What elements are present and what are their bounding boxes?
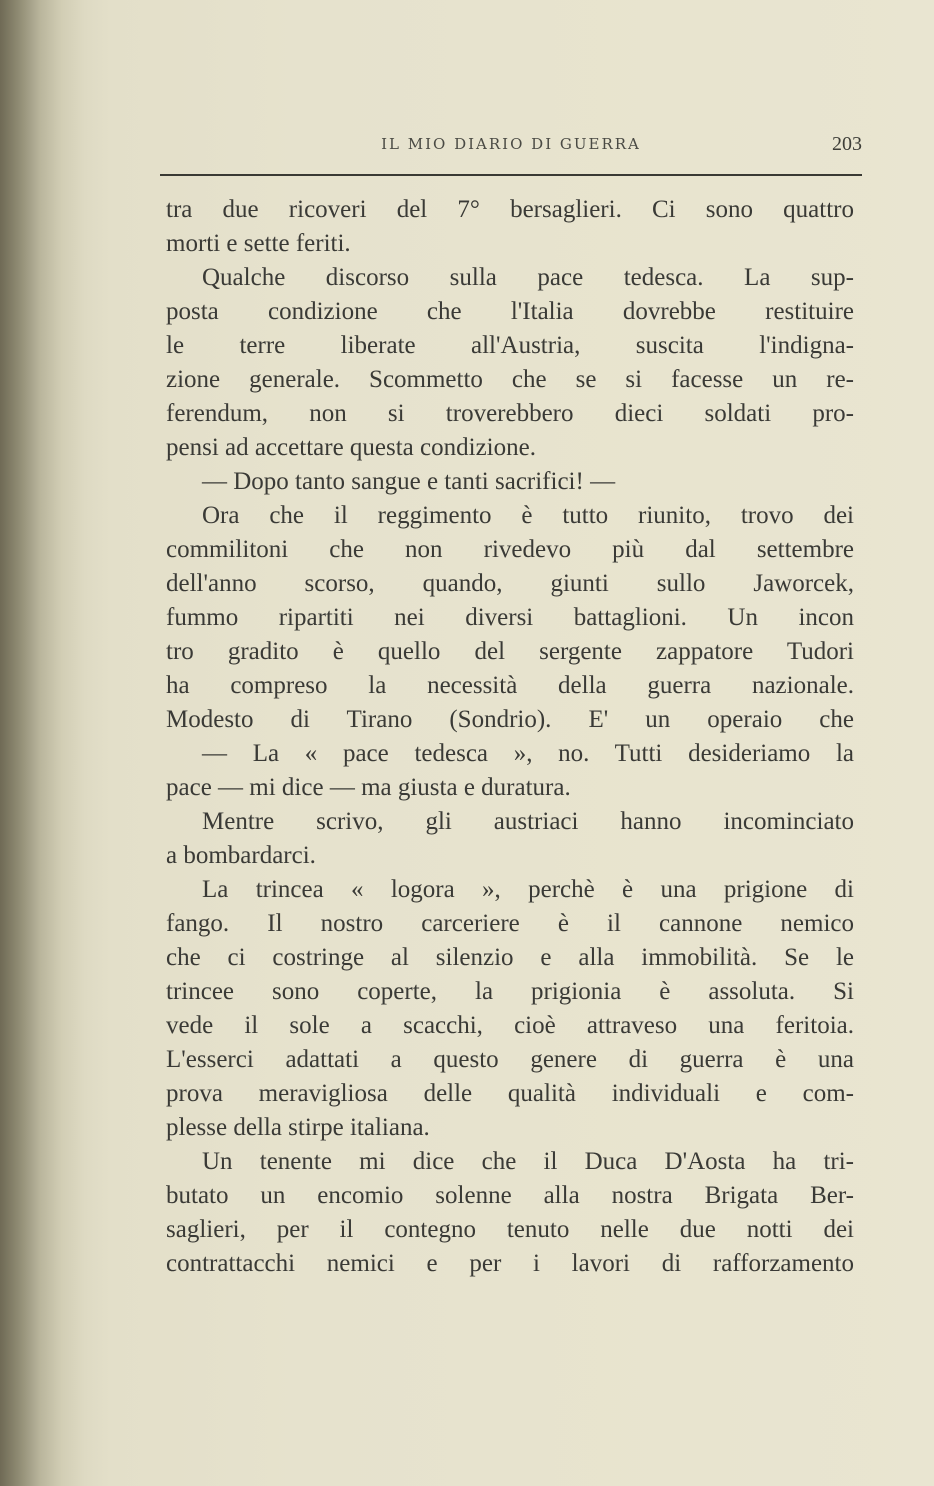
text-line: commilitoni che non rivedevo più dal settembre <box>166 536 854 563</box>
text-line: Un tenente mi dice che il Duca D'Aosta ha tri- <box>202 1148 854 1175</box>
text-line: trincee sono coperte, la prigionia è assoluta. Si <box>166 978 854 1005</box>
text-line: zione generale. Scommetto che se si facesse un re- <box>166 366 854 393</box>
text-line: Mentre scrivo, gli austriaci hanno incominciato <box>202 808 854 835</box>
text-line: fummo ripartiti nei diversi battaglioni. Un incon <box>166 604 854 631</box>
text-line: ferendum, non si troverebbero dieci soldati pro- <box>166 400 854 427</box>
text-line: La trincea « logora », perchè è una prigione di <box>202 876 854 903</box>
text-line: contrattacchi nemici e per i lavori di rafforzamento <box>166 1250 854 1277</box>
text-line: pace — mi dice — ma giusta e duratura. <box>166 774 571 801</box>
text-line: plesse della stirpe italiana. <box>166 1114 430 1141</box>
running-title: IL MIO DIARIO DI GUERRA <box>381 135 641 153</box>
text-line: a bombardarci. <box>166 842 316 869</box>
text-line: che ci costringe al silenzio e alla immobilità. Se le <box>166 944 854 971</box>
text-line: vede il sole a scacchi, cioè attraveso una feritoia. <box>166 1012 854 1039</box>
text-line: — La « pace tedesca », no. Tutti desideriamo la <box>202 740 854 767</box>
text-line: L'esserci adattati a questo genere di guerra è una <box>166 1046 854 1073</box>
text-line: Qualche discorso sulla pace tedesca. La sup- <box>202 264 854 291</box>
text-line: prova meravigliosa delle qualità individuali e com- <box>166 1080 854 1107</box>
text-line: Modesto di Tirano (Sondrio). E' un operaio che <box>166 706 854 733</box>
text-line: fango. Il nostro carceriere è il cannone nemico <box>166 910 854 937</box>
text-line: dell'anno scorso, quando, giunti sullo Jaworcek, <box>166 570 854 597</box>
page-number: 203 <box>832 133 862 155</box>
text-line: Ora che il reggimento è tutto riunito, trovo dei <box>202 502 854 529</box>
text-line: le terre liberate all'Austria, suscita l'indigna- <box>166 332 854 359</box>
text-line: butato un encomio solenne alla nostra Brigata Ber- <box>166 1182 854 1209</box>
text-line: tra due ricoveri del 7° bersaglieri. Ci sono quattro <box>166 196 854 223</box>
header-rule <box>160 174 862 176</box>
text-line: — Dopo tanto sangue e tanti sacrifici! — <box>202 468 616 495</box>
text-line: morti e sette feriti. <box>166 230 351 257</box>
text-line: posta condizione che l'Italia dovrebbe restituire <box>166 298 854 325</box>
text-line: tro gradito è quello del sergente zappatore Tudori <box>166 638 854 665</box>
text-line: saglieri, per il contegno tenuto nelle due notti dei <box>166 1216 854 1243</box>
text-line: ha compreso la necessità della guerra nazionale. <box>166 672 854 699</box>
text-line: pensi ad accettare questa condizione. <box>166 434 536 461</box>
body-text <box>166 193 854 1281</box>
page-header <box>160 131 862 161</box>
